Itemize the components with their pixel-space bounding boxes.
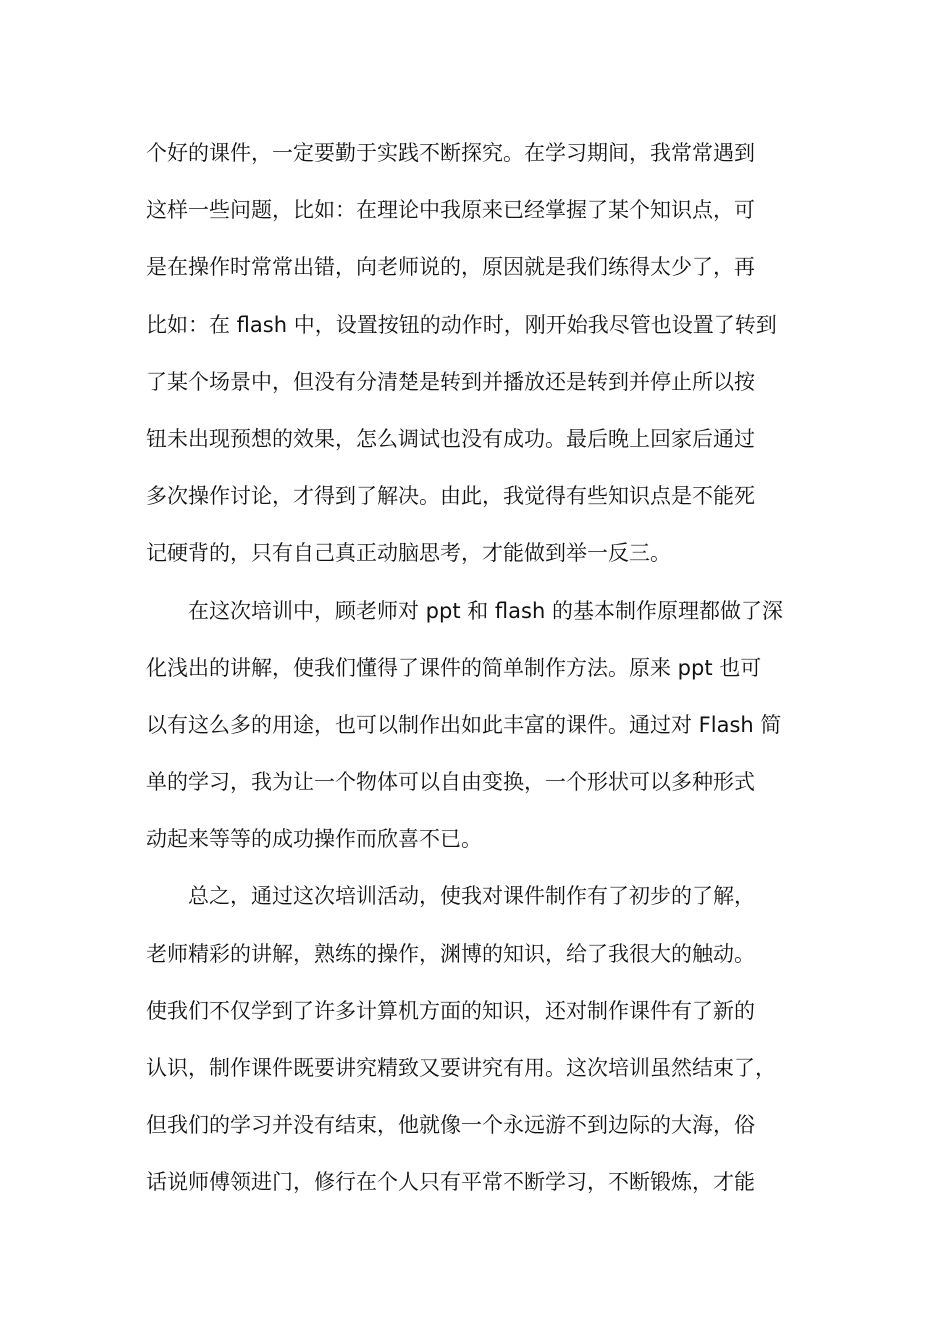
text-line: 但我们的学习并没有结束，他就像一个永远游不到边际的大海，俗 [146, 1113, 755, 1138]
text-line: 在这次培训中，顾老师对 ppt 和 flash 的基本制作原理都做了深 [146, 598, 783, 623]
text-line: 钮未出现预想的效果，怎么调试也没有成功。最后晚上回家后通过 [146, 426, 755, 451]
text-line: 总之，通过这次培训活动，使我对课件制作有了初步的了解， [146, 884, 755, 909]
text-line: 老师精彩的讲解，熟练的操作，渊博的知识，给了我很大的触动。 [146, 941, 755, 966]
text-line: 认识，制作课件既要讲究精致又要讲究有用。这次培训虽然结束了， [146, 1056, 776, 1080]
text-line: 是在操作时常常出错，向老师说的，原因就是我们练得太少了，再 [146, 255, 755, 280]
text-line: 动起来等等的成功操作而欣喜不已。 [146, 827, 482, 852]
text-line: 记硬背的，只有自己真正动脑思考，才能做到举一反三。 [146, 541, 671, 566]
text-line: 使我们不仅学到了许多计算机方面的知识，还对制作课件有了新的 [146, 998, 755, 1023]
text-line: 以有这么多的用途，也可以制作出如此丰富的课件。通过对 Flash 简 [146, 712, 782, 737]
text-line: 比如：在 flash 中，设置按钮的动作时，刚开始我尽管也设置了转到 [146, 312, 777, 337]
body-text [146, 134, 822, 1221]
text-line: 个好的课件，一定要勤于实践不断探究。在学习期间，我常常遇到 [146, 141, 755, 165]
text-line: 化浅出的讲解，使我们懂得了课件的简单制作方法。原来 ppt 也可 [146, 655, 762, 680]
text-line: 单的学习，我为让一个物体可以自由变换，一个形状可以多种形式 [146, 770, 755, 795]
text-line: 了某个场景中，但没有分清楚是转到并播放还是转到并停止所以按 [146, 369, 755, 394]
text-line: 多次操作讨论，才得到了解决。由此，我觉得有些知识点是不能死 [146, 484, 755, 509]
text-line: 话说师傅领进门，修行在个人只有平常不断学习，不断锻炼，才能 [146, 1170, 755, 1195]
text-line: 这样一些问题，比如：在理论中我原来已经掌握了某个知识点，可 [146, 198, 755, 223]
